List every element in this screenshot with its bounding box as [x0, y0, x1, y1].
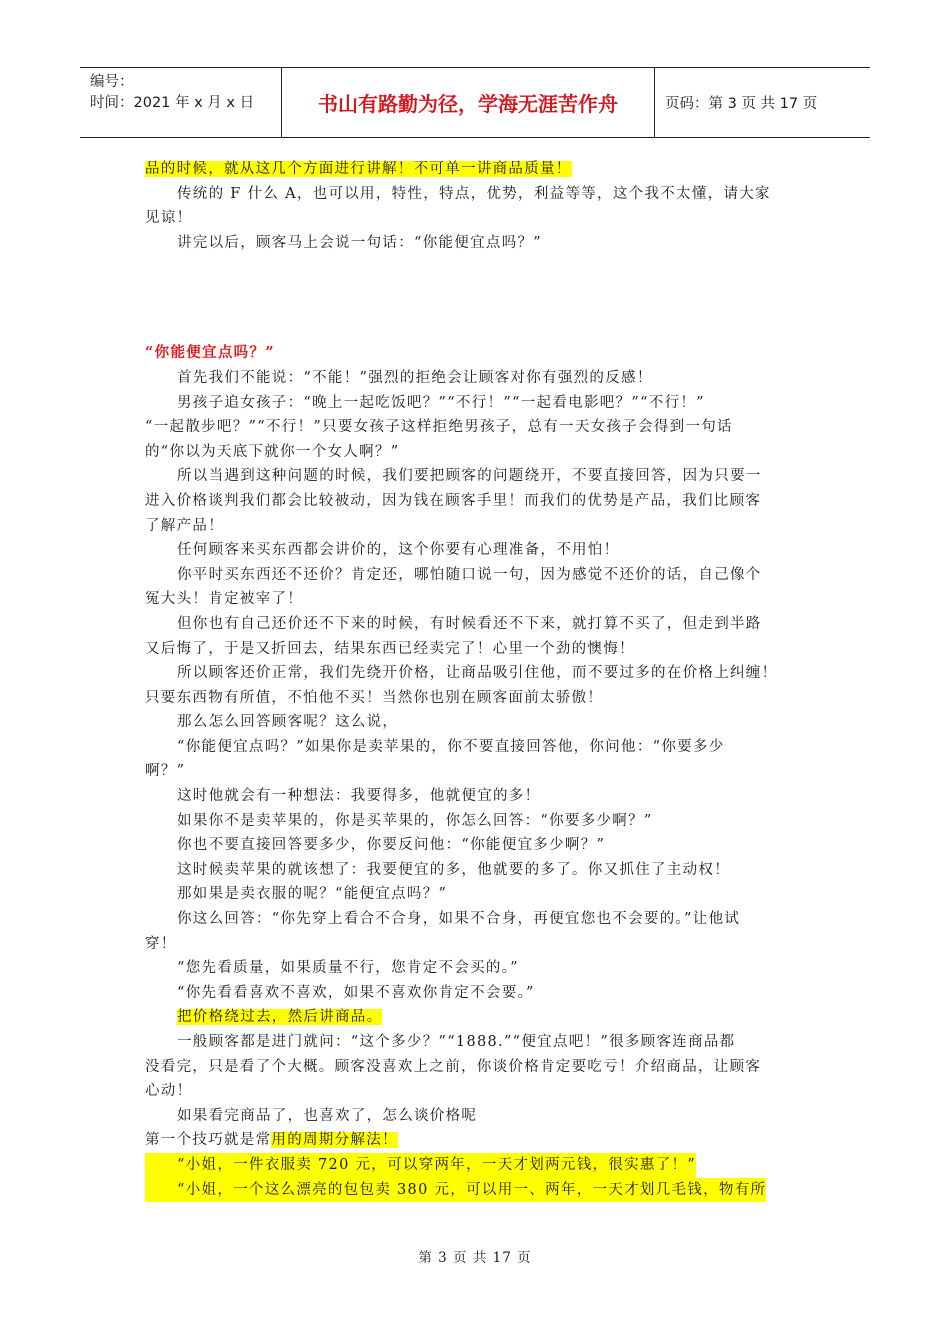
paragraph-line: 了解产品！	[145, 517, 224, 534]
paragraph-line: 一般顾客都是进门就问：“这个多少？”“1888.”“便宜点吧！”很多顾客连商品都	[177, 1034, 736, 1050]
paragraph-line: 的“你以为天底下就你一个女人啊？”	[145, 443, 400, 460]
paragraph-line	[145, 1153, 805, 1178]
paragraph-line: 那如果是卖衣服的呢？“能便宜点吗？”	[177, 886, 448, 903]
paragraph-line: 那么怎么回答顾客呢？这么说，	[177, 714, 399, 731]
paragraph-line: 你平时买东西还不还价？肯定还，哪怕随口说一句，因为感觉不还价的话，自己像个	[177, 566, 762, 583]
paragraph-line: 这时他就会有一种想法：我要得多，他就便宜的多！	[177, 788, 541, 805]
header-motto: 书山有路勤为径，学海无涯苦作舟	[282, 68, 655, 137]
document-body	[145, 157, 805, 1202]
paragraph-line	[145, 1005, 805, 1030]
page-header	[80, 67, 870, 138]
highlighted-text: “小姐，一个这么漂亮的包包卖 380 元，可以用一、两年，一天才划几毛钱，物有所	[145, 1178, 766, 1203]
paragraph-line: 所以当遇到这种问题的时候，我们要把顾客的问题绕开，不要直接回答，因为只要一	[177, 468, 762, 485]
paragraph-line: 啊？”	[145, 763, 186, 780]
highlighted-text: “小姐，一件衣服卖 720 元，可以穿两年，一天才划两元钱，很实惠了！”	[145, 1153, 696, 1178]
paragraph-line: 只要东西物有所值，不怕他不买！当然你也别在顾客面前太骄傲！	[145, 689, 604, 706]
paragraph-line: 没看完，只是看了个大概。顾客没喜欢上之前，你谈价格肯定要吃亏！介绍商品，让顾客	[145, 1058, 762, 1075]
paragraph-line: 见谅！	[145, 210, 193, 227]
paragraph-line: 这时候卖苹果的就该想了：我要便宜的多，他就要的多了。你又抓住了主动权！	[177, 861, 730, 878]
paragraph-line: 男孩子追女孩子：“晚上一起吃饭吧？”“不行！”“一起看电影吧？”“不行！”	[177, 394, 705, 411]
section-heading: “你能便宜点吗？”	[145, 344, 275, 362]
paragraph-line: 心动！	[145, 1083, 193, 1100]
paragraph-line: 如果你不是卖苹果的，你是买苹果的，你怎么回答：“你要多少啊？”	[177, 812, 653, 829]
paragraph-line: 但你也有自己还价还不下来的时候，有时候看还不下来，就打算不买了，但走到半路	[177, 615, 762, 632]
paragraph-line: 讲完以后，顾客马上会说一句话：“你能便宜点吗？”	[177, 234, 543, 251]
paragraph-line: 你也不要直接回答要多少，你要反问他：“你能便宜多少啊？”	[177, 837, 606, 854]
paragraph-line: 冤大头！肯定被宰了！	[145, 591, 303, 608]
paragraph-line: 进入价格谈判我们都会比较被动，因为钱在顾客手里！而我们的优势是产品，我们比顾客	[145, 492, 762, 509]
header-meta	[80, 68, 282, 137]
header-page-info: 页码：第 3 页 共 17 页	[665, 96, 818, 112]
blank-space	[145, 255, 805, 341]
page-footer: 第 3 页 共 17 页	[418, 1250, 532, 1266]
paragraph-line: 首先我们不能说：“不能！”强烈的拒绝会让顾客对你有强烈的反感！	[177, 369, 653, 386]
highlighted-text: 品的时候，就从这几个方面进行讲解！不可单一讲商品质量！	[145, 161, 572, 177]
paragraph-line: “一起散步吧？”“不行！”只要女孩子这样拒绝男孩子，总有一天女孩子会得到一句话	[145, 419, 733, 436]
paragraph-line: “你先看看喜欢不喜欢，如果不喜欢你肯定不会要。”	[177, 984, 535, 1001]
paragraph-line: 所以顾客还价正常，我们先绕开价格，让商品吸引住他，而不要过多的在价格上纠缠！	[177, 665, 778, 682]
paragraph-line: “你能便宜点吗？”如果你是卖苹果的，你不要直接回答他，你问他：“你要多少	[177, 738, 725, 755]
paragraph-line: 你这么回答：“你先穿上看合不合身，如果不合身，再便宜您也不会要的。”让他试	[177, 911, 741, 928]
highlighted-text: 用的周期分解法！	[271, 1132, 398, 1149]
paragraph-line: 任何顾客来买东西都会讲价的，这个你要有心理准备，不用怕！	[177, 542, 620, 559]
plain-text: 第一个技巧就是常	[145, 1132, 272, 1149]
paragraph-line: 如果看完商品了，也喜欢了，怎么谈价格呢	[177, 1107, 478, 1124]
paragraph-line: 又后悔了，于是又折回去，结果东西已经卖完了！心里一个劲的懊悔！	[145, 640, 635, 657]
paragraph-line: 传统的 F 什么 A，也可以用，特性，特点，优势，利益等等，这个我不太懂，请大家	[177, 185, 771, 202]
paragraph-line: 穿！	[145, 935, 177, 952]
document-time-label: 时间：2021 年 x 月 x 日	[90, 95, 255, 111]
highlighted-text: 把价格绕过去，然后讲商品。	[177, 1009, 383, 1026]
document-number-label: 编号：	[90, 74, 134, 90]
paragraph-line	[145, 157, 805, 182]
paragraph-line	[145, 1128, 805, 1153]
paragraph-line	[145, 1178, 805, 1203]
paragraph-line: “您先看质量，如果质量不行，您肯定不会买的。”	[177, 960, 519, 977]
